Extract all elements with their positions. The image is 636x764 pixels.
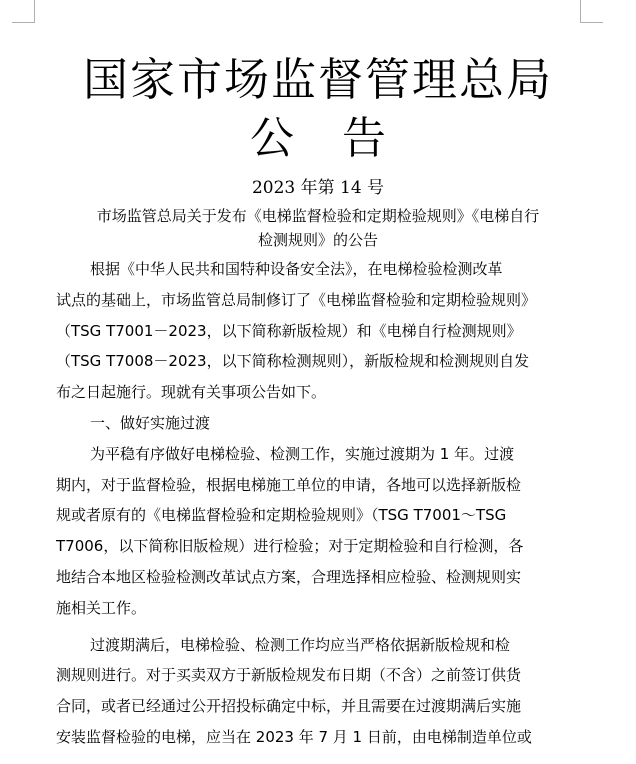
paragraph-line: 布之日起施行。现就有关事项公告如下。	[56, 383, 327, 402]
subject-line: 检测规则》的公告	[257, 231, 378, 249]
paragraph-line: 试点的基础上，市场监管总局制修订了《电梯监督检验和定期检验规则》	[56, 290, 537, 309]
paragraph-line: 期内，对于监督检验，根据电梯施工单位的申请，各地可以选择新版检	[56, 475, 522, 494]
paragraph-line: （TSG T7001－2023，以下简称新版检规）和《电梯自行检测规则》	[56, 321, 522, 340]
paragraph-line: T7006，以下简称旧版检规）进行检验；对于定期检验和自行检测，各	[56, 537, 524, 556]
paragraph-line: （TSG T7008－2023，以下简称检测规则），新版检规和检测规则自发	[56, 352, 530, 371]
paragraph-line: 合同，或者已经通过公开招投标确定中标，并且需要在过渡期满后实施	[56, 697, 522, 716]
document-number: 2023 年第 14 号	[251, 178, 385, 198]
paragraph-line: 规或者原有的《电梯监督检验和定期检验规则》（TSG T7001～TSG	[56, 506, 507, 525]
paragraph-line: 根据《中华人民共和国特种设备安全法》，在电梯检验检测改革	[90, 260, 503, 278]
page-corner-mark-right	[580, 0, 603, 23]
announcement-subject	[0, 204, 636, 252]
announcement-body	[56, 254, 596, 753]
announcement-heading: 公告	[250, 113, 434, 164]
paragraph-line: 为平稳有序做好电梯检验、检测工作，实施过渡期为 1 年。过渡	[90, 444, 515, 463]
section-heading: 一、做好实施过渡	[90, 413, 211, 432]
paragraph-line: 测规则进行。对于买卖双方于新版检规发布日期（不含）之前签订供货	[56, 666, 522, 685]
paragraph-line: 施相关工作。	[56, 598, 147, 617]
paragraph-line: 地结合本地区检验检测改革试点方案，合理选择相应检验、检测规则实	[56, 567, 522, 586]
subject-line: 市场监管总局关于发布《电梯监督检验和定期检验规则》《电梯自行	[96, 207, 540, 225]
agency-title: 国家市场监督管理总局	[82, 53, 553, 106]
page-corner-mark-left	[12, 0, 35, 23]
paragraph-line: 安装监督检验的电梯，应当在 2023 年 7 月 1 日前，由电梯制造单位或	[56, 727, 532, 746]
paragraph-line: 过渡期满后，电梯检验、检测工作均应当严格依据新版检规和检	[90, 635, 511, 654]
